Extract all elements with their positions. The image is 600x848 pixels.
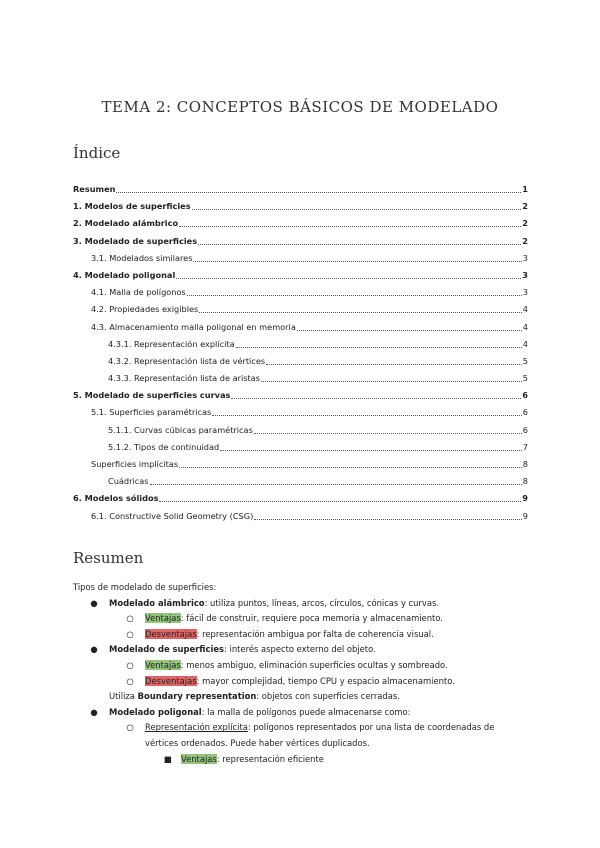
list-item (73, 596, 528, 612)
toc-leader-dots (193, 250, 521, 262)
toc-entry-page: 3 (522, 269, 528, 280)
item-text: : representación eficiente (216, 753, 324, 764)
desventajas-label: Desventajas (145, 675, 197, 686)
bullet-icon: ○ (126, 675, 134, 686)
toc-leader-dots (236, 336, 522, 348)
toc-leader-dots (199, 301, 521, 313)
toc-leader-dots (176, 267, 521, 279)
toc-entry-page: 6 (522, 390, 528, 401)
toc-leader-dots (159, 490, 521, 502)
toc-entry-page: 5 (522, 373, 528, 384)
toc-entry[interactable] (73, 336, 528, 353)
toc-entry-page: 4 (522, 338, 528, 349)
list-item (73, 658, 528, 674)
toc-entry[interactable] (73, 301, 528, 318)
item-text: : mayor complejidad, tiempo CPU y espacio almacenamiento. (196, 675, 455, 686)
toc-entry-page: 1 (522, 184, 528, 194)
list-item (73, 720, 528, 751)
bullet-icon: ● (90, 706, 98, 717)
toc-entry[interactable] (73, 319, 528, 336)
item-text: : fácil de construir, requiere poca memoria y almacenamiento. (180, 613, 443, 624)
toc-entry-label: 4.3.1. Representación explícita (108, 338, 235, 349)
toc-entry[interactable] (73, 387, 528, 404)
item-text: : la malla de polígonos puede almacenarse como: (201, 706, 411, 717)
list-item (73, 705, 528, 721)
term: Modelado alámbrico (109, 597, 205, 608)
toc-entry-label: 5.1.1. Curvas cúbicas paramétricas (108, 424, 253, 435)
toc-leader-dots (150, 473, 522, 485)
toc-entry-label: Cuádricas (108, 476, 149, 487)
toc-leader-dots (187, 284, 522, 296)
toc-entry-page: 6 (522, 424, 528, 435)
term: Modelado de superficies (109, 644, 225, 655)
toc-entry[interactable] (73, 473, 528, 490)
term: Modelado poligonal (109, 706, 202, 717)
toc-entry-label: 1. Modelos de superficies (73, 201, 191, 212)
toc-entry-page: 7 (522, 441, 528, 452)
ventajas-label: Ventajas (181, 753, 217, 764)
toc-entry[interactable] (73, 404, 528, 421)
toc-entry[interactable] (73, 456, 528, 473)
toc-entry-label: 4.3.2. Representación lista de vértices (108, 355, 266, 366)
toc-entry-page: 4 (522, 321, 528, 332)
bullet-icon: ○ (126, 659, 134, 670)
toc-entry-page: 4 (522, 304, 528, 315)
list-continuation (73, 689, 528, 705)
toc-entry-label: 4.1. Malla de polígonos (91, 287, 186, 298)
list-item (73, 627, 528, 643)
toc-entry[interactable] (73, 233, 528, 250)
toc-entry[interactable] (73, 181, 528, 198)
ventajas-label: Ventajas (145, 613, 181, 624)
toc-entry-label: Superficies implícitas (91, 459, 179, 469)
toc-entry-label: 5.1.2. Tipos de continuidad (108, 441, 220, 452)
toc-entry-label: 4.2. Propiedades exigibles (91, 304, 199, 315)
toc-entry-label: 2. Modelado alámbrico (73, 218, 179, 229)
bullet-icon: ○ (126, 628, 134, 639)
toc-entry-label: 4. Modelado poligonal (73, 269, 176, 280)
page-title: TEMA 2: CONCEPTOS BÁSICOS DE MODELADO (101, 98, 499, 116)
item-text: : interés aspecto externo del objeto. (224, 644, 376, 655)
toc-leader-dots (179, 215, 521, 227)
toc-entry-page: 2 (522, 218, 528, 229)
ventajas-label: Ventajas (145, 659, 181, 670)
toc-entry-page: 9 (522, 493, 528, 504)
toc-entry[interactable] (73, 439, 528, 456)
term: Boundary representation (137, 691, 257, 702)
toc-leader-dots (254, 422, 522, 434)
toc-entry[interactable] (73, 250, 528, 267)
bullet-icon: ○ (126, 722, 134, 733)
bullet-icon: ● (90, 597, 98, 608)
toc-entry-page: 5 (522, 355, 528, 366)
resumen-heading: Resumen (73, 549, 144, 567)
list-item (73, 674, 528, 690)
representacion-label: Representación explícita (145, 722, 248, 733)
toc-entry[interactable] (73, 267, 528, 284)
list-item (73, 752, 528, 768)
toc-entry-label: 3.1. Modelados similares (91, 252, 193, 263)
toc-entry-label: 6.1. Constructive Solid Geometry (CSG) (91, 510, 254, 521)
toc-entry[interactable] (73, 370, 528, 387)
item-text: : objetos con superficies cerradas. (256, 691, 400, 702)
toc-entry[interactable] (73, 353, 528, 370)
toc-entry-page: 8 (522, 459, 528, 469)
toc-entry[interactable] (73, 284, 528, 301)
resumen-body (73, 580, 528, 767)
toc-entry-label: 5. Modelado de superficies curvas (73, 390, 231, 401)
toc-entry-page: 3 (522, 287, 528, 298)
toc-leader-dots (116, 181, 521, 193)
toc-entry-label: 3. Modelado de superficies (73, 235, 198, 246)
toc-leader-dots (220, 439, 522, 451)
toc-entry[interactable] (73, 215, 528, 232)
toc-leader-dots (261, 370, 522, 382)
toc-leader-dots (254, 508, 522, 520)
item-text: : polígonos representados por una lista de coordenadas de vértices ordenados. Puede haber vértices duplicados. (145, 722, 495, 748)
bullet-icon: ● (90, 644, 98, 655)
item-text: Utiliza (109, 691, 138, 702)
toc-leader-dots (212, 404, 521, 416)
toc-leader-dots (297, 319, 522, 331)
table-of-contents (73, 181, 528, 525)
toc-entry-page: 9 (522, 510, 528, 521)
toc-entry-page: 2 (522, 201, 528, 212)
bullet-icon: ○ (126, 613, 134, 624)
toc-entry-label: 5.1. Superficies paramétricas (91, 407, 212, 418)
toc-entry-page: 8 (522, 476, 528, 487)
toc-entry-page: 2 (522, 235, 528, 246)
item-text: : utiliza puntos, líneas, arcos, círculos, cónicas y curvas. (204, 597, 440, 608)
toc-entry-label: 6. Modelos sólidos (73, 493, 159, 504)
list-item (73, 642, 528, 658)
toc-entry[interactable] (73, 198, 528, 215)
toc-leader-dots (266, 353, 522, 365)
toc-entry[interactable] (73, 422, 528, 439)
toc-entry-page: 3 (522, 252, 528, 263)
toc-entry-label: 4.3.3. Representación lista de aristas (108, 373, 261, 384)
item-text: : representación ambigua por falta de coherencia visual. (196, 628, 434, 639)
item-text: : menos ambiguo, eliminación superficies ocultas y sombreado. (180, 659, 448, 670)
toc-leader-dots (192, 198, 522, 210)
toc-entry-label: 4.3. Almacenamiento malla poligonal en memoria (91, 321, 296, 332)
toc-entry[interactable] (73, 508, 528, 525)
toc-leader-dots (231, 387, 521, 399)
desventajas-label: Desventajas (145, 628, 197, 639)
toc-entry-label: Resumen (73, 184, 116, 194)
toc-heading: Índice (73, 144, 121, 162)
bullet-icon: ■ (164, 753, 172, 764)
toc-leader-dots (179, 456, 522, 468)
resumen-intro: Tipos de modelado de superficies: (73, 582, 217, 592)
toc-entry[interactable] (73, 490, 528, 507)
toc-leader-dots (198, 233, 521, 245)
list-item (73, 611, 528, 627)
toc-entry-page: 6 (522, 407, 528, 418)
